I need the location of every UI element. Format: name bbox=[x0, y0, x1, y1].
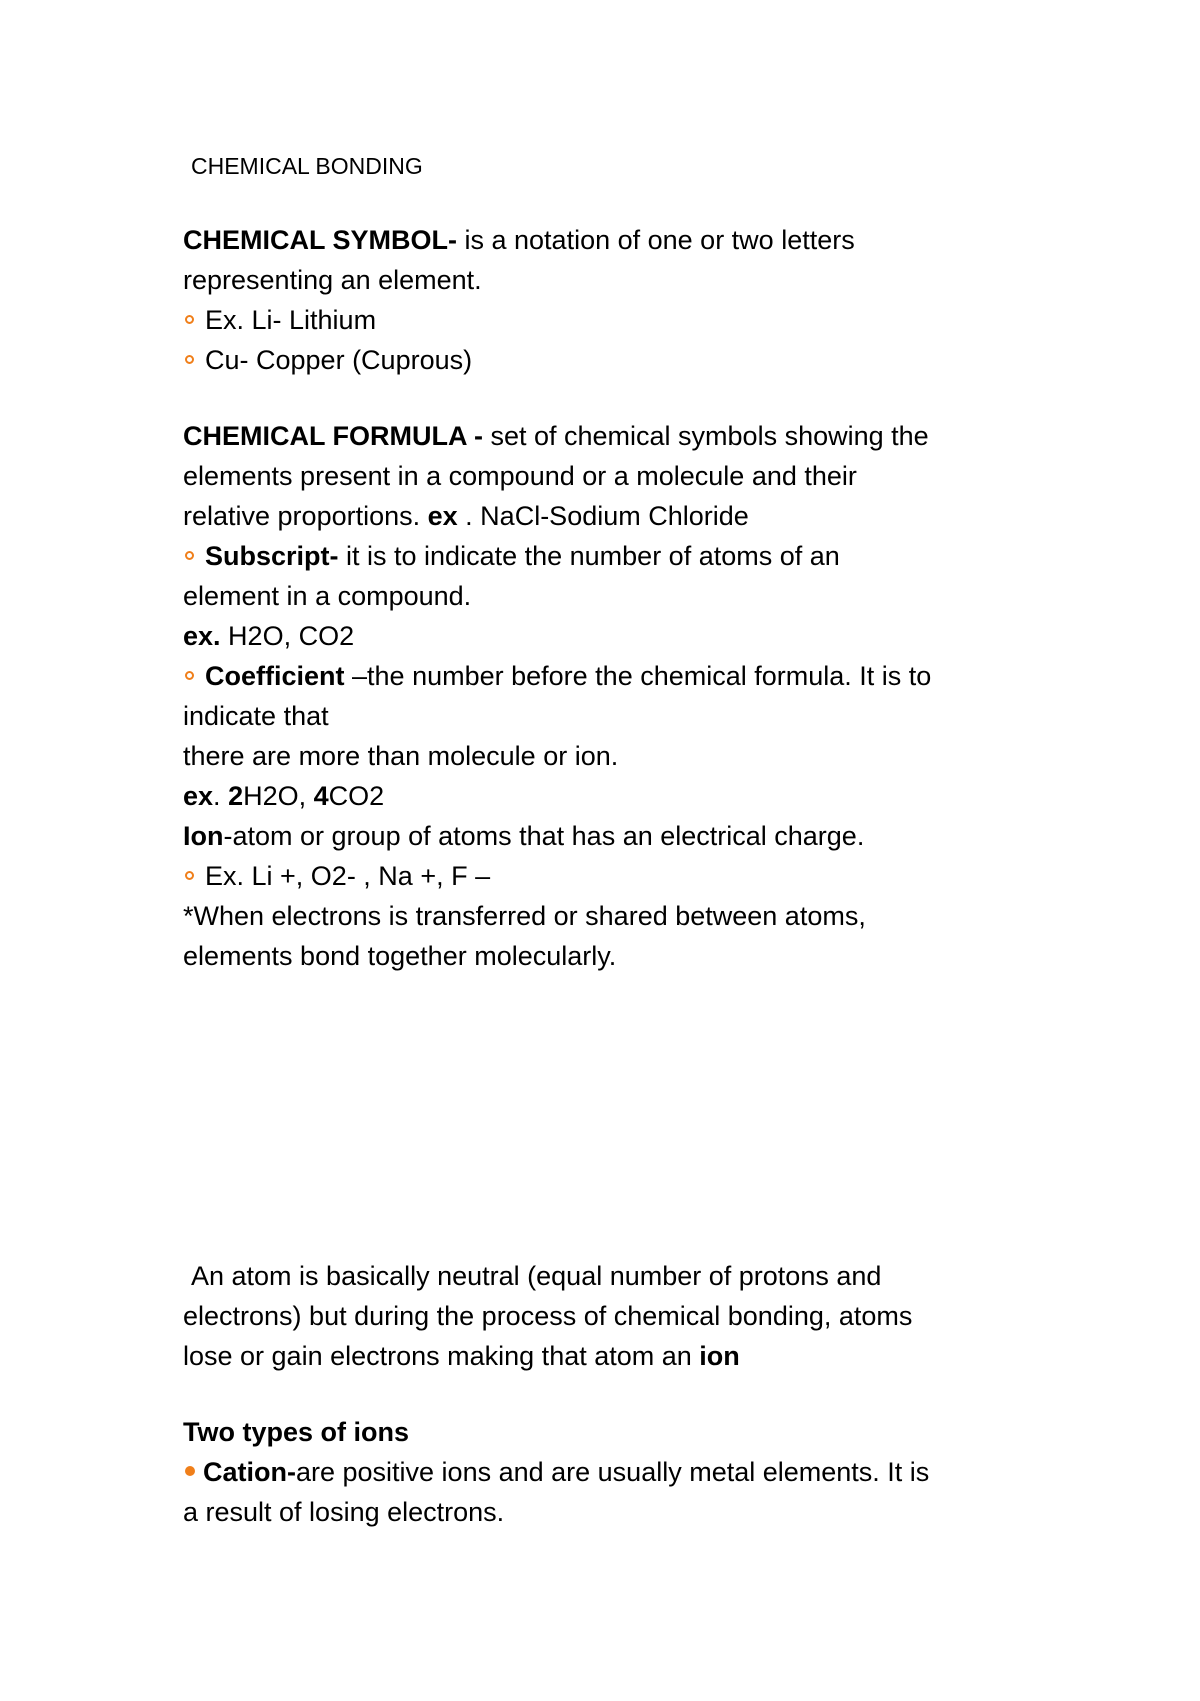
bullet-text: Ex. Li +, O2- , Na +, F – bbox=[205, 861, 491, 891]
coefficient-line-2: indicate that bbox=[183, 701, 329, 731]
ion-term: Ion bbox=[183, 821, 224, 851]
coefficient-ex-dot: . bbox=[213, 781, 229, 811]
symbol-term: CHEMICAL SYMBOL- bbox=[183, 225, 457, 255]
subscript-line-1 bbox=[183, 536, 1063, 576]
coefficient-ex-label: ex bbox=[183, 781, 214, 811]
hollow-circle-bullet-icon bbox=[185, 315, 194, 324]
hollow-circle-bullet-icon bbox=[185, 871, 194, 880]
hollow-circle-bullet-icon bbox=[185, 671, 194, 680]
cation-term: Cation- bbox=[203, 1457, 296, 1487]
formula-def-1: set of chemical symbols showing the bbox=[482, 421, 929, 451]
cation-def-1: are positive ions and are usually metal elements. It is bbox=[295, 1457, 930, 1487]
atom-line-3 bbox=[183, 1336, 1083, 1376]
coefficient-def-1: –the number before the chemical formula. It is to bbox=[344, 661, 932, 691]
coefficient-ex-c2: 4 bbox=[313, 781, 329, 811]
atom-line-2: electrons) but during the process of chemical bonding, atoms bbox=[183, 1301, 913, 1331]
symbol-def-1: is a notation of one or two letters bbox=[457, 225, 855, 255]
notes-section-1 bbox=[183, 146, 1063, 976]
subscript-ex-label: ex. bbox=[183, 621, 221, 651]
formula-definition-line-3 bbox=[183, 496, 1063, 536]
atom-line-1: An atom is basically neutral (equal number of protons and bbox=[191, 1261, 882, 1291]
filled-circle-bullet-icon bbox=[185, 1466, 195, 1476]
ion-definition bbox=[183, 816, 1063, 856]
bullet-text: Cu- Copper (Cuprous) bbox=[205, 345, 473, 375]
symbol-definition-line-2: representing an element. bbox=[183, 265, 482, 295]
coefficient-line-3: there are more than molecule or ion. bbox=[183, 741, 619, 771]
spacer bbox=[183, 1376, 1083, 1412]
hollow-circle-bullet-icon bbox=[185, 355, 194, 364]
coefficient-term: Coefficient bbox=[205, 661, 345, 691]
coefficient-ex-f2: CO2 bbox=[328, 781, 385, 811]
symbol-bullet-2 bbox=[183, 340, 1063, 380]
coefficient-line-1 bbox=[183, 656, 1063, 696]
cation-line-1 bbox=[183, 1452, 1083, 1492]
atom-ion-word: ion bbox=[699, 1341, 740, 1371]
spacer bbox=[183, 380, 1063, 416]
formula-ex-label: ex bbox=[427, 501, 458, 531]
page-title: CHEMICAL BONDING bbox=[191, 153, 423, 179]
subscript-line-2: element in a compound. bbox=[183, 581, 472, 611]
formula-term: CHEMICAL FORMULA - bbox=[183, 421, 483, 451]
subscript-example bbox=[183, 616, 1063, 656]
bullet-text: Ex. Li- Lithium bbox=[205, 305, 377, 335]
formula-definition-line-2: elements present in a compound or a molecule and their bbox=[183, 461, 857, 491]
ion-note-line-2: elements bond together molecularly. bbox=[183, 941, 617, 971]
atom-line-3-text: lose or gain electrons making that atom an bbox=[183, 1341, 700, 1371]
coefficient-ex-c1: 2 bbox=[228, 781, 244, 811]
symbol-definition-line-1 bbox=[183, 220, 1063, 260]
subscript-ex-text: H2O, CO2 bbox=[220, 621, 355, 651]
subscript-def-1: it is to indicate the number of atoms of an bbox=[338, 541, 840, 571]
formula-def-3-post: . NaCl-Sodium Chloride bbox=[457, 501, 749, 531]
notes-section-2 bbox=[183, 1256, 1083, 1532]
ion-note-line-1: *When electrons is transferred or shared between atoms, bbox=[183, 901, 866, 931]
coefficient-ex-f1: H2O, bbox=[243, 781, 314, 811]
formula-def-3-pre: relative proportions. bbox=[183, 501, 428, 531]
cation-line-2: a result of losing electrons. bbox=[183, 1497, 505, 1527]
symbol-bullet-1 bbox=[183, 300, 1063, 340]
formula-definition-line-1 bbox=[183, 416, 1063, 456]
ion-def: -atom or group of atoms that has an electrical charge. bbox=[223, 821, 865, 851]
hollow-circle-bullet-icon bbox=[185, 551, 194, 560]
types-heading: Two types of ions bbox=[183, 1417, 410, 1447]
coefficient-example bbox=[183, 776, 1063, 816]
subscript-term: Subscript- bbox=[205, 541, 339, 571]
ion-bullet bbox=[183, 856, 1063, 896]
